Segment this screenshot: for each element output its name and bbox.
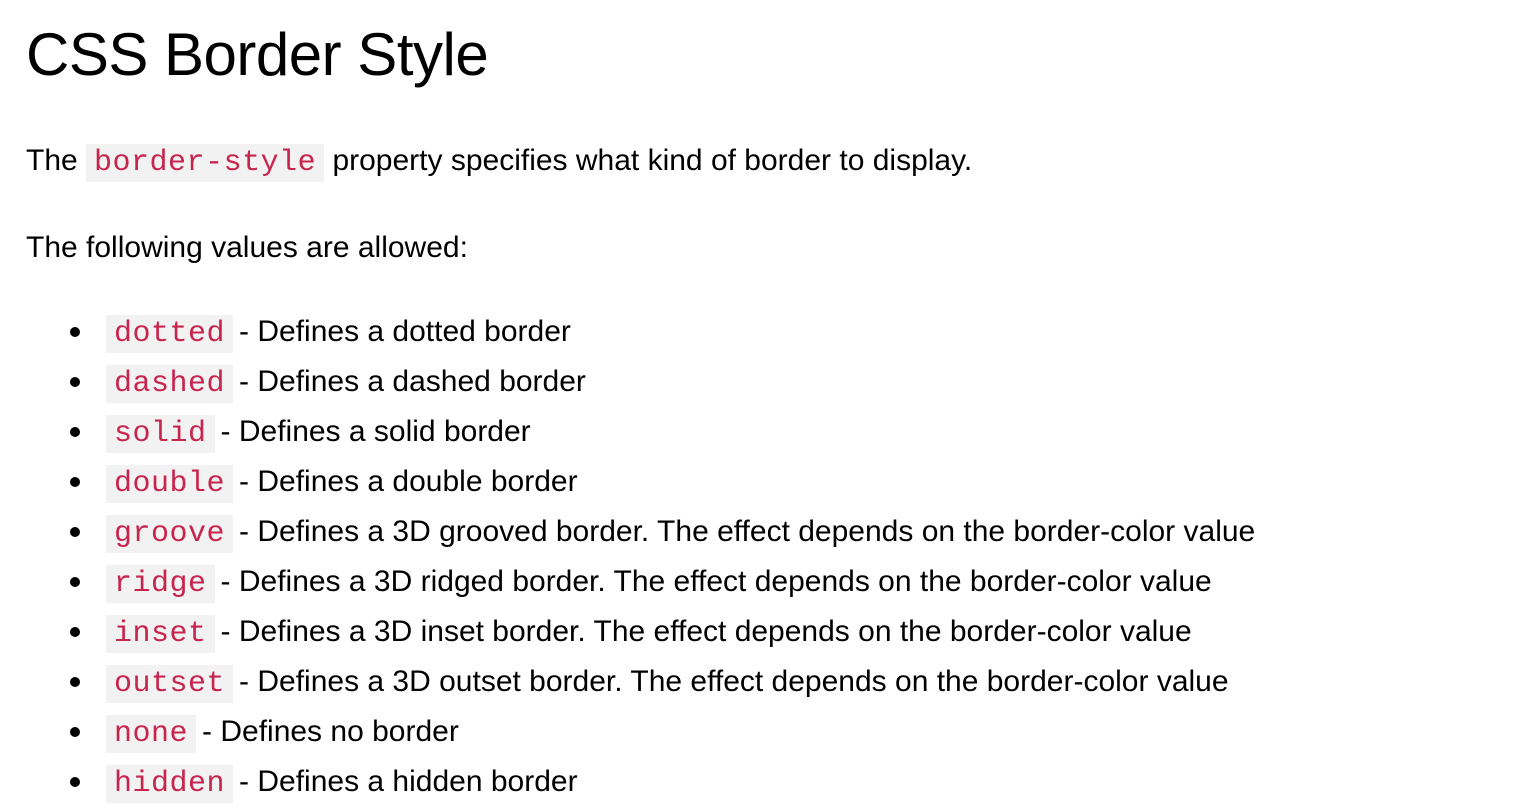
inline-code-border-style: border-style <box>86 144 324 182</box>
list-item <box>106 757 1534 807</box>
value-description: - Defines a double border <box>239 465 578 498</box>
list-item <box>106 607 1534 657</box>
bullet-icon <box>70 677 80 687</box>
value-code: none <box>106 715 196 753</box>
value-code: hidden <box>106 765 233 803</box>
bullet-icon <box>70 627 80 637</box>
page-title: CSS Border Style <box>26 21 489 88</box>
value-code: double <box>106 465 233 503</box>
list-item <box>106 307 1534 357</box>
value-code: solid <box>106 415 215 453</box>
value-code: outset <box>106 665 233 703</box>
value-description: - Defines a dotted border <box>239 315 571 348</box>
bullet-icon <box>70 777 80 787</box>
value-description: - Defines a 3D ridged border. The effect depends on the border-color value <box>220 565 1212 598</box>
bullet-icon <box>70 577 80 587</box>
bullet-icon <box>70 477 80 487</box>
list-item <box>106 457 1534 507</box>
value-code: dashed <box>106 365 233 403</box>
list-item <box>106 707 1534 757</box>
list-item <box>106 407 1534 457</box>
value-code: groove <box>106 515 233 553</box>
allowed-values-intro: The following values are allowed: <box>26 231 468 264</box>
values-list <box>26 307 1534 807</box>
intro-suffix: property specifies what kind of border to display. <box>332 144 973 177</box>
bullet-icon <box>70 377 80 387</box>
list-item <box>106 507 1534 557</box>
bullet-icon <box>70 727 80 737</box>
value-code: dotted <box>106 315 233 353</box>
value-description: - Defines a solid border <box>220 415 531 448</box>
list-item <box>106 357 1534 407</box>
value-code: inset <box>106 615 215 653</box>
list-item <box>106 557 1534 607</box>
value-description: - Defines no border <box>202 715 459 748</box>
value-description: - Defines a 3D grooved border. The effect depends on the border-color value <box>239 515 1256 548</box>
value-code: ridge <box>106 565 215 603</box>
value-description: - Defines a hidden border <box>239 765 578 798</box>
bullet-icon <box>70 427 80 437</box>
intro-prefix: The <box>26 144 78 177</box>
list-item <box>106 657 1534 707</box>
intro-paragraph <box>26 143 1534 181</box>
value-description: - Defines a dashed border <box>239 365 586 398</box>
value-description: - Defines a 3D outset border. The effect depends on the border-color value <box>239 665 1229 698</box>
bullet-icon <box>70 327 80 337</box>
value-description: - Defines a 3D inset border. The effect depends on the border-color value <box>220 615 1192 648</box>
bullet-icon <box>70 527 80 537</box>
